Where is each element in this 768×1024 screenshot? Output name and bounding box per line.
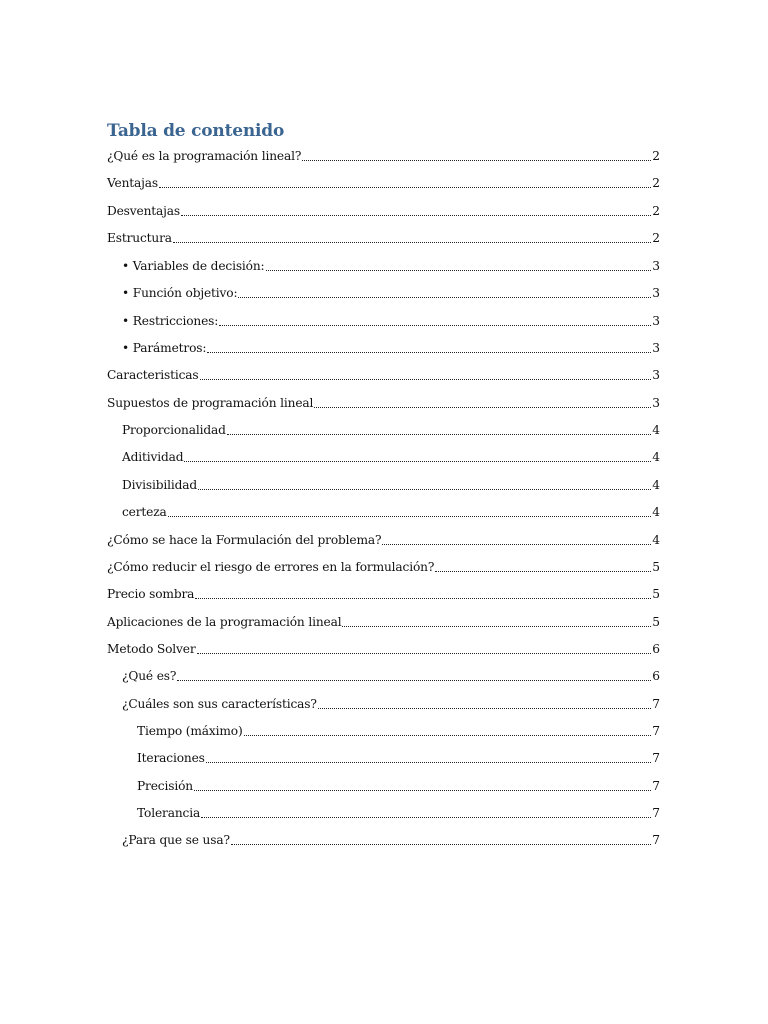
dot-leader [177,680,651,681]
dot-leader [173,242,651,243]
dot-leader [342,626,651,627]
toc-entry-caracteristicas[interactable] [107,366,660,384]
toc-entry-para-que-se-usa[interactable] [122,831,660,849]
dot-leader [219,325,651,326]
toc-entry-page: 7 [652,806,660,820]
toc-entry-page: 5 [652,587,660,601]
toc-entry-cuales-son-caracteristicas[interactable] [122,695,660,713]
toc-entry-ventajas[interactable] [107,174,660,192]
toc-entry-aplicaciones[interactable] [107,613,660,631]
toc-title: Tabla de contenido [107,121,285,141]
dot-leader [382,544,651,545]
toc-entry-page: 7 [652,697,660,711]
toc-entry-label: Ventajas [107,176,159,190]
dot-leader [238,297,651,298]
toc-entry-metodo-solver[interactable] [107,640,660,658]
toc-entry-label: • Función objetivo: [122,286,238,300]
toc-entry-page: 7 [652,833,660,847]
toc-entry-formulacion-problema[interactable] [107,531,660,549]
toc-entry-precision[interactable] [137,777,660,795]
toc-entry-label: Caracteristicas [107,368,199,382]
dot-leader [201,817,651,818]
toc-entry-page: 6 [652,642,660,656]
toc-entry-supuestos[interactable] [107,394,660,412]
toc-entry-certeza[interactable] [122,503,660,521]
toc-entry-label: • Parámetros: [122,341,207,355]
toc-entry-aditividad[interactable] [122,448,660,466]
toc-entry-label: ¿Cuáles son sus características? [122,697,317,711]
toc-entry-page: 5 [652,560,660,574]
toc-entry-label: • Restricciones: [122,314,219,328]
toc-entry-label: ¿Cómo se hace la Formulación del problema? [107,533,382,547]
toc-entry-page: 2 [652,176,660,190]
toc-entry-reducir-riesgo[interactable] [107,558,660,576]
toc-entry-label: ¿Para que se usa? [122,833,230,847]
toc-entry-page: 7 [652,779,660,793]
dot-leader [198,489,651,490]
toc-entry-label: Proporcionalidad [122,423,226,437]
dot-leader [435,571,651,572]
dot-leader [181,215,651,216]
dot-leader [244,735,652,736]
toc-entry-label: Aplicaciones de la programación lineal [107,615,342,629]
toc-entry-page: 6 [652,669,660,683]
toc-entry-page: 4 [652,423,660,437]
toc-entry-tiempo-maximo[interactable] [137,722,660,740]
toc-entry-label: certeza [122,505,167,519]
toc-entry-page: 3 [652,314,660,328]
dot-leader [231,844,651,845]
toc-entry-label: Divisibilidad [122,478,198,492]
toc-entry-page: 3 [652,341,660,355]
toc-entry-page: 2 [652,149,660,163]
toc-entry-label: Tolerancia [137,806,201,820]
toc-entry-restricciones[interactable] [122,312,660,330]
toc-entry-variables-de-decision[interactable] [122,257,660,275]
dot-leader [318,708,651,709]
toc-entry-page: 7 [652,751,660,765]
toc-entry-page: 3 [652,286,660,300]
dot-leader [227,434,651,435]
toc-entry-page: 2 [652,231,660,245]
toc-entry-page: 7 [652,724,660,738]
toc-entry-page: 4 [652,478,660,492]
toc-entry-label: Supuestos de programación lineal [107,396,314,410]
dot-leader [314,407,651,408]
toc-entry-page: 4 [652,450,660,464]
toc-entry-que-es[interactable] [122,667,660,685]
toc-entry-label: Precio sombra [107,587,195,601]
toc-entry-label: Tiempo (máximo) [137,724,243,738]
toc-entry-page: 2 [652,204,660,218]
toc-entry-funcion-objetivo[interactable] [122,284,660,302]
toc-entry-tolerancia[interactable] [137,804,660,822]
dot-leader [200,379,652,380]
toc-entry-page: 3 [652,259,660,273]
dot-leader [266,270,652,271]
toc-entry-page: 4 [652,533,660,547]
toc-entry-page: 4 [652,505,660,519]
toc-entry-que-es-programacion-lineal[interactable] [107,147,660,165]
toc-entry-iteraciones[interactable] [137,749,660,767]
dot-leader [168,516,652,517]
toc-entry-page: 5 [652,615,660,629]
dot-leader [206,762,651,763]
toc-entry-label: Estructura [107,231,172,245]
toc-entry-label: ¿Qué es la programación lineal? [107,149,302,163]
dot-leader [197,653,652,654]
toc-entry-label: Precisión [137,779,193,793]
toc-entry-estructura[interactable] [107,229,660,247]
dot-leader [184,461,651,462]
toc-entry-label: ¿Qué es? [122,669,177,683]
toc-entry-parametros[interactable] [122,339,660,357]
dot-leader [302,160,651,161]
toc-entry-page: 3 [652,396,660,410]
dot-leader [159,187,651,188]
toc-entry-label: Aditividad [122,450,184,464]
toc-entry-desventajas[interactable] [107,202,660,220]
dot-leader [195,598,651,599]
dot-leader [207,352,651,353]
toc-entry-divisibilidad[interactable] [122,476,660,494]
toc-entry-proporcionalidad[interactable] [122,421,660,439]
toc-entry-label: • Variables de decisión: [122,259,265,273]
toc-entry-label: ¿Cómo reducir el riesgo de errores en la formulación? [107,560,435,574]
dot-leader [194,790,651,791]
toc-entry-label: Iteraciones [137,751,205,765]
toc-entry-label: Metodo Solver [107,642,196,656]
toc-entry-label: Desventajas [107,204,180,218]
toc-entry-page: 3 [652,368,660,382]
toc-entry-precio-sombra[interactable] [107,585,660,603]
